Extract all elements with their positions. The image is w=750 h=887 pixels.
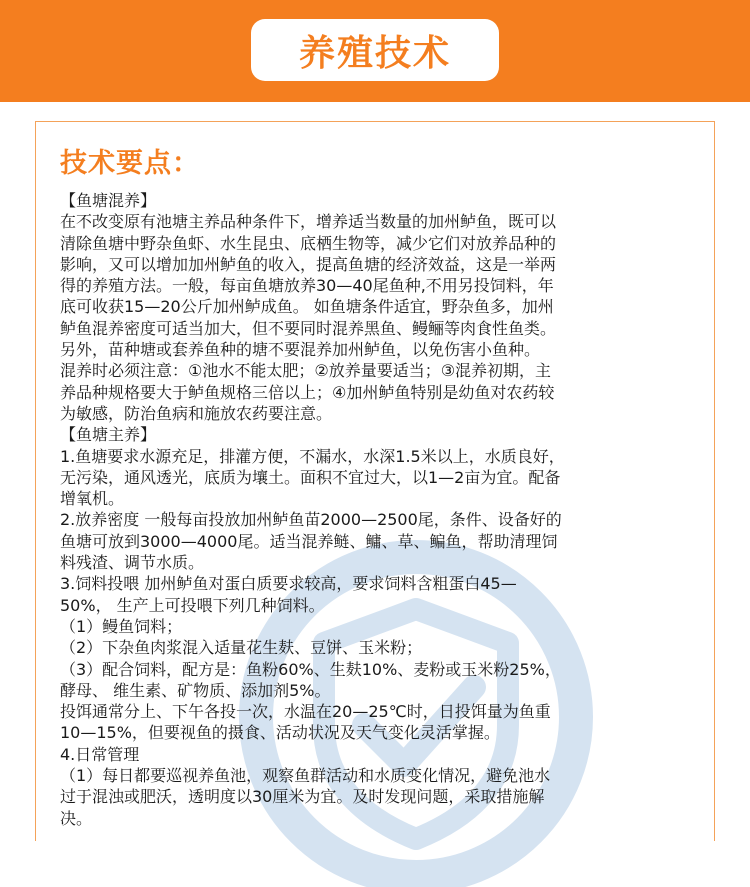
article-line: 10—15%，但要视鱼的摄食、活动状况及天气变化灵活掌握。 <box>60 723 500 743</box>
article-line: 底可收获15—20公斤加州鲈成鱼。 如鱼塘条件适宜，野杂鱼多，加州 <box>60 297 554 317</box>
article-line: 在不改变原有池塘主养品种条件下，增养适当数量的加州鲈鱼，既可以 <box>60 212 557 232</box>
title-pill <box>251 19 499 81</box>
header-banner <box>0 0 750 102</box>
article-line: 鲈鱼混养密度可适当加大，但不要同时混养黑鱼、鳗鲡等肉食性鱼类。 <box>60 318 557 338</box>
article-line: 酵母、 维生素、矿物质、添加剂5%。 <box>60 680 331 700</box>
article-line: 1.鱼塘要求水源充足，排灌方便，不漏水，水深1.5米以上，水质良好， <box>60 446 565 466</box>
article-line: 无污染，通风透光，底质为壤土。面积不宜过大，以1—2亩为宜。配备 <box>60 467 561 487</box>
article-line: （3）配合饲料，配方是：鱼粉60%、生麸10%、麦粉或玉米粉25%， <box>60 659 561 679</box>
article-line: 料残渣、调节水质。 <box>60 553 205 573</box>
article-line: （1）鳗鱼饲料； <box>60 616 183 636</box>
content-frame <box>35 121 715 841</box>
article-line: 清除鱼塘中野杂鱼虾、水生昆虫、底栖生物等，减少它们对放养品种的 <box>60 233 557 253</box>
article-line: 得的养殖方法。一般，每亩鱼塘放养30—40尾鱼种,不用另投饲料，年 <box>60 276 554 296</box>
article-line: 【鱼塘主养】 <box>60 425 157 445</box>
page-title: 养殖技术 <box>298 31 451 74</box>
article-line: 为敏感，防治鱼病和施放农药要注意。 <box>60 403 333 423</box>
article-line: 影响，又可以增加加州鲈鱼的收入，提高鱼塘的经济效益，这是一举两 <box>60 254 557 274</box>
article-line: 养品种规格要大于鲈鱼规格三倍以上；④加州鲈鱼特别是幼鱼对农药较 <box>60 382 555 402</box>
article-line: 决。 <box>60 808 93 828</box>
section-heading: 技术要点： <box>60 148 200 179</box>
article-line: 4.日常管理 <box>60 744 140 764</box>
article-line: 3.饲料投喂 加州鲈鱼对蛋白质要求较高，要求饲料含粗蛋白45— <box>60 574 517 594</box>
article-line: （2）下杂鱼肉浆混入适量花生麸、豆饼、玉米粉； <box>60 638 423 658</box>
article-line: （1）每日都要巡视养鱼池，观察鱼群活动和水质变化情况，避免池水 <box>60 766 551 786</box>
article-line: 混养时必须注意：①池水不能太肥；②放养量要适当；③混养初期，主 <box>60 361 552 381</box>
article-line: 鱼塘可放到3000—4000尾。适当混养鲢、鳙、草、鳊鱼，帮助清理饲 <box>60 531 558 551</box>
article-line: 过于混浊或肥沃，透明度以30厘米为宜。及时发现问题，采取措施解 <box>60 787 545 807</box>
article-line: 2.放养密度 一般每亩投放加州鲈鱼苗2000—2500尾，条件、设备好的 <box>60 510 562 530</box>
article-line: 投饵通常分上、下午各投一次，水温在20—25℃时，日投饵量为鱼重 <box>60 702 551 722</box>
article-body <box>60 190 700 829</box>
article-line: 【鱼塘混养】 <box>60 191 157 210</box>
article-line: 另外，苗种塘或套养鱼种的塘不要混养加州鲈鱼，以免伤害小鱼种。 <box>60 340 541 360</box>
article-line: 增氧机。 <box>60 489 125 509</box>
article-line: 50%， 生产上可投喂下列几种饲料。 <box>60 595 325 615</box>
